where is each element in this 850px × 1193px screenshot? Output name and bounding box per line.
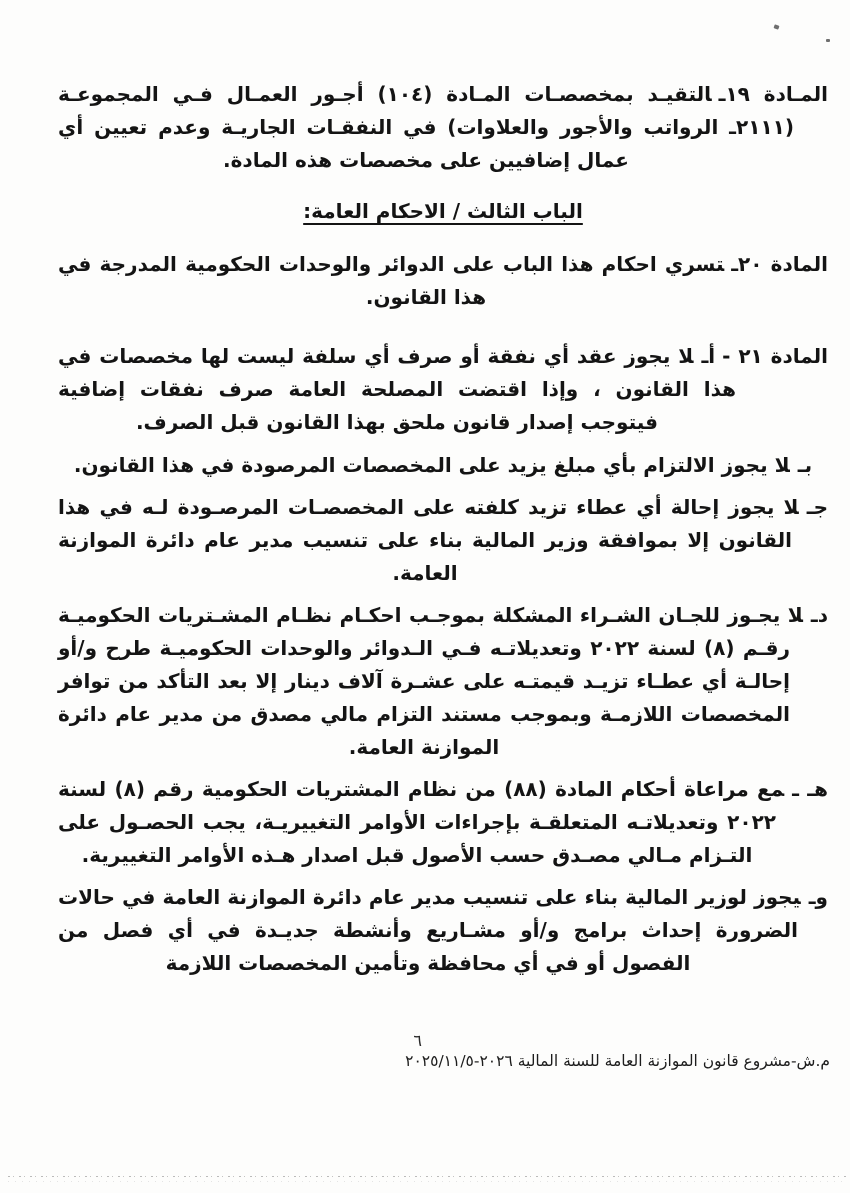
- article-19: [58, 78, 828, 177]
- scanner-artifact-line: [8, 1181, 846, 1182]
- article-21-item-d: [58, 599, 828, 764]
- document-body: [58, 78, 828, 980]
- article-21-item-f: [58, 881, 828, 980]
- article-19-text: التقيـد بمخصصـات المـادة (١٠٤) أجـور العمـال فـي المجموعـة (٢١١١ـ الرواتب والأجور والعلاوات) في النفقـات الجاريـة وعدم تعيين أي عمال إضافيين على مخصصات هذه المادة.: [58, 82, 794, 172]
- item-f-letter: وـ: [808, 885, 828, 909]
- article-20: [58, 248, 828, 314]
- scan-speck: [773, 24, 779, 29]
- article-20-text: تسري احكام هذا الباب على الدوائر والوحدات الحكومية المدرجة في هذا القانون.: [58, 252, 725, 309]
- item-c-letter: جـ: [806, 495, 828, 519]
- section-heading: الباب الثالث / الاحكام العامة:: [303, 199, 583, 223]
- item-d-letter: دـ: [810, 603, 828, 627]
- item-b-letter: بـ: [797, 453, 813, 477]
- item-b-text: لا يجوز الالتزام بأي مبلغ يزيد على المخصصات المرصودة في هذا القانون.: [73, 453, 790, 477]
- article-20-label: المادة ٢٠ـ: [731, 252, 828, 276]
- item-e-text: مع مراعاة أحكام المادة (٨٨) من نظام المشتريات الحكومية رقم (٨) لسنة ٢٠٢٢ وتعديلاتـه المتعلقـة بإجراءات الأوامر التغييريـة، يجب الحصـول على التـزام مـالي مصـدق حسب الأصول قبل اصدار هـذه الأوامر التغييرية.: [58, 777, 785, 867]
- item-d-text: لا يجـوز للجـان الشـراء المشكلة بموجـب احكـام نظـام المشـتريات الحكوميـة رقـم (٨) لسنة ٢٠٢٢ وتعديلاتـه فـي الـدوائر والوحدات الحكوميـة طرح و/أو إحالـة أي عطـاء تزيـد قيمتـه على عشـرة آلاف دينار إلا بعد التأكد من توافر المخصصات اللازمـة وبموجب مستند التزام مالي مصدق من مدير عام دائرة الموازنة العامة.: [58, 603, 803, 759]
- article-19-label: المـادة ١٩ـ: [718, 82, 828, 106]
- article-21-label: المادة ٢١ -: [722, 344, 829, 368]
- item-e-letter: هـ ـ: [792, 777, 828, 801]
- article-21-item-b: [58, 449, 828, 482]
- article-21-item-c: [58, 491, 828, 590]
- scanner-artifact-line: [8, 1176, 846, 1177]
- item-f-text: يجوز لوزير المالية بناء على تنسيب مدير عام دائرة الموازنة العامة في حالات الضرورة إحداث برامج و/أو مشـاريع وأنشطة جديـدة في أي فصل من الفصول أو في أي محافظة وتأمين المخصصات اللازمة: [58, 885, 801, 975]
- scan-speck: [826, 39, 830, 42]
- article-21-item-e: [58, 773, 828, 872]
- footer-note: م.ش-مشروع قانون الموازنة العامة للسنة المالية ٢٠٢٦-٢٠٢٥/١١/٥: [405, 1052, 830, 1070]
- item-c-text: لا يجوز إحالة أي عطاء تزيد كلفته على المخصصـات المرصـودة لـه في هذا القانون إلا بموافقة وزير المالية بناء على تنسيب مدير عام دائرة الموازنة العامة.: [58, 495, 799, 585]
- item-a-text: لا يجوز عقد أي نفقة أو صرف أي سلفة ليست لها مخصصات في هذا القانون ، وإذا اقتضت المصلحة العامة صرف نفقات إضافية فيتوجب إصدار قانون ملحق بهذا القانون قبل الصرف.: [58, 344, 736, 434]
- article-21-item-a: [58, 340, 828, 439]
- page-number: ٦: [413, 1031, 422, 1050]
- item-a-letter: أـ: [701, 344, 716, 368]
